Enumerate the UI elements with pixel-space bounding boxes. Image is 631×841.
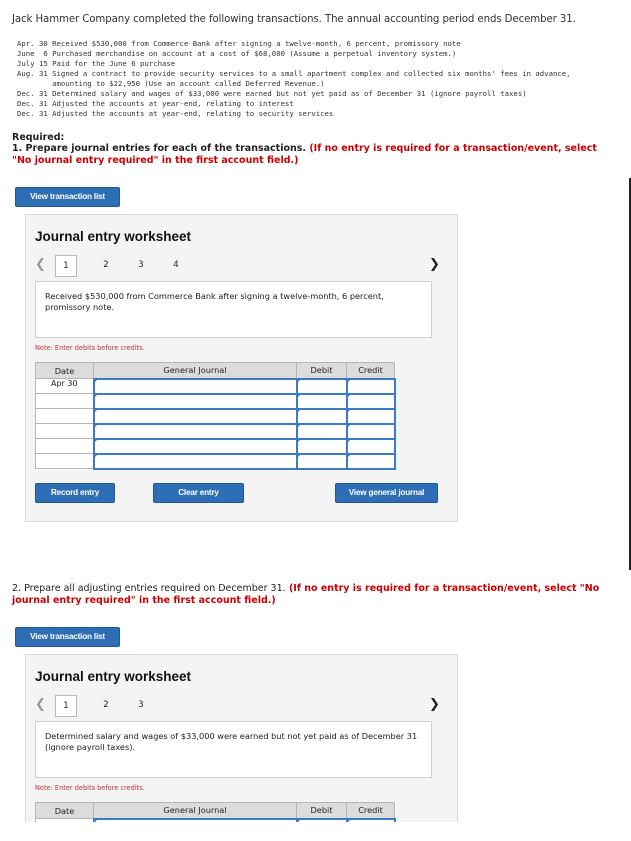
part1-instructions <box>12 143 617 167</box>
debit-input[interactable] <box>297 424 347 439</box>
worksheet-title: Journal entry worksheet <box>35 229 192 244</box>
page-tab-1[interactable]: 1 <box>55 255 77 277</box>
debits-note: Note: Enter debits before credits. <box>35 784 145 792</box>
date-cell <box>36 394 94 409</box>
view-general-journal-button[interactable]: View general journal <box>335 483 438 503</box>
transaction-line: Apr. 30 Received $530,000 from Commerce Bank after signing a twelve-month, 6 percent, promissory note <box>17 39 461 48</box>
credit-input[interactable] <box>347 454 395 469</box>
worksheet-title: Journal entry worksheet <box>35 669 192 684</box>
required-heading: Required: <box>12 132 65 143</box>
debit-input[interactable] <box>297 394 347 409</box>
view-transaction-list-button[interactable]: View transaction list <box>15 187 120 207</box>
table-row <box>36 424 395 439</box>
debit-header: Debit <box>297 803 347 819</box>
debit-header: Debit <box>297 363 347 379</box>
transaction-line: June 6 Purchased merchandise on account at a cost of $68,000 (Assume a perpetual inventory system.) <box>17 49 457 58</box>
page-tab-4[interactable]: 4 <box>173 260 179 270</box>
journal-table <box>35 362 396 470</box>
table-row <box>36 454 395 469</box>
debit-input[interactable] <box>297 379 347 394</box>
credit-header: Credit <box>347 803 395 819</box>
view-transaction-list-button[interactable]: View transaction list <box>15 627 120 647</box>
part1-instruction-text: 1. Prepare journal entries for each of the transactions. <box>12 143 307 154</box>
page-tab-1[interactable]: 1 <box>55 695 77 717</box>
credit-input[interactable] <box>347 379 395 394</box>
table-row <box>36 379 395 394</box>
transaction-description: Determined salary and wages of $33,000 were earned but not yet paid as of December 31 (ignore payroll taxes). <box>35 721 432 778</box>
page-tab-3[interactable]: 3 <box>138 260 144 270</box>
part2-instructions <box>12 583 617 607</box>
date-cell <box>36 424 94 439</box>
table-row <box>36 409 395 424</box>
date-cell <box>36 409 94 424</box>
clear-entry-button[interactable]: Clear entry <box>153 483 244 503</box>
journal-entry-worksheet-1 <box>25 214 458 522</box>
record-entry-button[interactable]: Record entry <box>35 483 115 503</box>
transaction-description: Received $530,000 from Commerce Bank after signing a twelve-month, 6 percent, promissory note. <box>35 281 432 338</box>
chevron-left-icon[interactable]: ❮ <box>35 697 46 712</box>
credit-input[interactable] <box>347 409 395 424</box>
part1-instruction-note: (If no entry is required for a transaction/event, select "No journal entry required" in the first account field.) <box>12 143 597 166</box>
transaction-line: Dec. 31 Determined salary and wages of $33,000 were earned but not yet paid as of December 31 (ignore payroll taxes) <box>17 89 527 98</box>
chevron-right-icon[interactable]: ❯ <box>429 697 440 712</box>
transaction-list <box>17 39 571 119</box>
account-select[interactable] <box>94 394 297 409</box>
table-row <box>36 394 395 409</box>
part2-instruction-note: (If no entry is required for a transaction/event, select "No journal entry required" in the first account field.) <box>12 583 600 606</box>
account-select[interactable] <box>94 409 297 424</box>
transaction-line: Dec. 31 Adjusted the accounts at year-end, relating to security services <box>17 109 334 118</box>
chevron-left-icon[interactable]: ❮ <box>35 257 46 272</box>
table-row <box>36 439 395 454</box>
debit-input[interactable] <box>297 439 347 454</box>
chevron-right-icon[interactable]: ❯ <box>429 257 440 272</box>
credit-input[interactable] <box>347 394 395 409</box>
transaction-line: July 15 Paid for the June 6 purchase <box>17 59 176 68</box>
credit-header: Credit <box>347 363 395 379</box>
journal-entry-worksheet-2 <box>25 654 458 834</box>
transaction-line: Dec. 31 Adjusted the accounts at year-end, relating to interest <box>17 99 294 108</box>
debit-input[interactable] <box>297 454 347 469</box>
problem-intro: Jack Hammer Company completed the following transactions. The annual accounting period ends December 31. <box>12 14 576 25</box>
general-journal-header: General Journal <box>94 363 297 379</box>
account-select[interactable] <box>94 424 297 439</box>
date-header: Date <box>36 363 94 379</box>
debits-note: Note: Enter debits before credits. <box>35 344 145 352</box>
page-tab-2[interactable]: 2 <box>103 260 109 270</box>
page-tab-2[interactable]: 2 <box>103 700 109 710</box>
credit-input[interactable] <box>347 439 395 454</box>
debit-input[interactable] <box>297 409 347 424</box>
account-select[interactable] <box>94 454 297 469</box>
date-cell: Apr 30 <box>36 379 94 394</box>
date-cell <box>36 454 94 469</box>
transaction-line: amounting to $22,950 (Use an account called Deferred Revenue.) <box>17 79 325 88</box>
date-header: Date <box>36 803 94 819</box>
account-select[interactable] <box>94 379 297 394</box>
page-tab-3[interactable]: 3 <box>138 700 144 710</box>
credit-input[interactable] <box>347 424 395 439</box>
page-bottom <box>0 822 631 841</box>
transaction-line: Aug. 31 Signed a contract to provide security services to a small apartment complex and collected six months' fees in advance, <box>17 69 571 78</box>
part2-instruction-text: 2. Prepare all adjusting entries required on December 31. <box>12 583 286 594</box>
general-journal-header: General Journal <box>94 803 297 819</box>
account-select[interactable] <box>94 439 297 454</box>
date-cell <box>36 439 94 454</box>
